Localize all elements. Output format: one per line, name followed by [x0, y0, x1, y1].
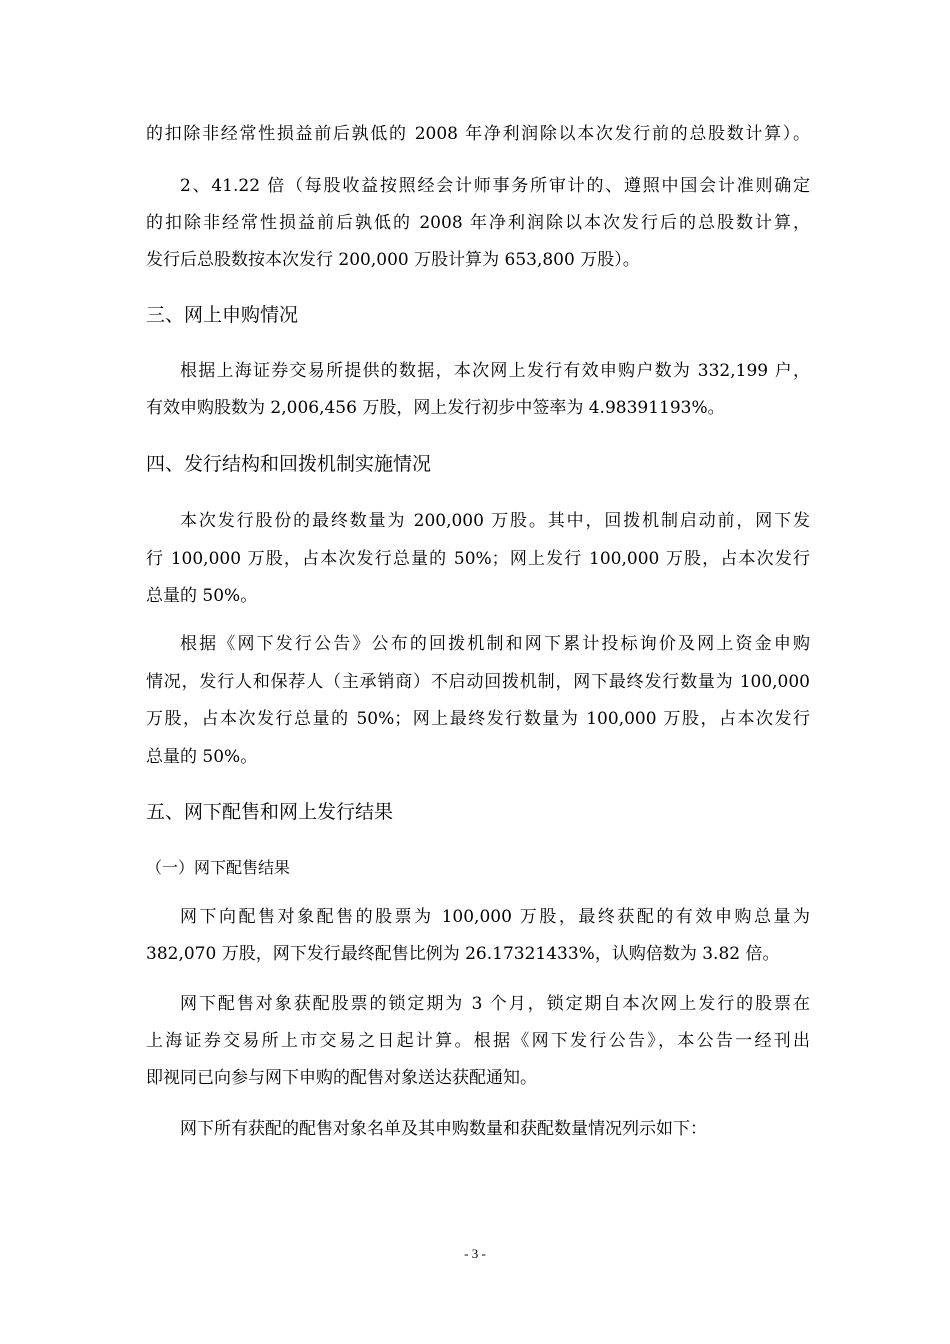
page-number: - 3 -: [464, 1246, 486, 1261]
section4-paragraph-line: 情况，发行人和保荐人（主承销商）不启动回拨机制，网下最终发行数量为 100,000: [146, 672, 810, 692]
section3-paragraph-line: 有效申购股数为 2,006,456 万股，网上发行初步中签率为 4.98391193%。: [146, 398, 725, 418]
section5-paragraph-line: 网下向配售对象配售的股票为 100,000 万股，最终获配的有效申购总量为: [180, 907, 810, 927]
section5-heading: 五、网下配售和网上发行结果: [146, 801, 394, 823]
section5-paragraph-line: 网下所有获配的配售对象名单及其申购数量和获配数量情况列示如下：: [180, 1119, 707, 1139]
pe-ratio-paragraph-line: 2、41.22 倍（每股收益按照经会计师事务所审计的、遵照中国会计准则确定: [180, 176, 810, 196]
section4-paragraph-line: 行 100,000 万股，占本次发行总量的 50%；网上发行 100,000 万股，占本次发行: [146, 549, 810, 569]
section4-paragraph-line: 本次发行股份的最终数量为 200,000 万股。其中，回拨机制启动前，网下发: [180, 511, 810, 531]
section4-paragraph-line: 总量的 50%。: [146, 586, 258, 606]
section3-heading: 三、网上申购情况: [146, 304, 299, 326]
section5-paragraph-line: 382,070 万股，网下发行最终配售比例为 26.17321433%，认购倍数为 3.82 倍。: [146, 944, 780, 964]
section5-paragraph-line: 网下配售对象获配股票的锁定期为 3 个月，锁定期自本次网上发行的股票在: [180, 994, 810, 1014]
section5-subheading: （一）网下配售结果: [146, 858, 291, 877]
section5-paragraph-line: 上海证券交易所上市交易之日起计算。根据《网下发行公告》，本公告一经刊出: [146, 1031, 810, 1051]
section4-heading: 四、发行结构和回拨机制实施情况: [146, 453, 432, 475]
section4-paragraph-line: 根据《网下发行公告》公布的回拨机制和网下累计投标询价及网上资金申购: [180, 634, 810, 654]
section4-paragraph-line: 总量的 50%。: [146, 747, 258, 767]
pe-ratio-paragraph-line: 的扣除非经常性损益前后孰低的 2008 年净利润除以本次发行后的总股数计算，: [146, 213, 810, 233]
intro-paragraph-line: 的扣除非经常性损益前后孰低的 2008 年净利润除以本次发行前的总股数计算）。: [146, 124, 810, 144]
pe-ratio-paragraph-line: 发行后总股数按本次发行 200,000 万股计算为 653,800 万股）。: [146, 250, 640, 270]
section5-paragraph-line: 即视同已向参与网下申购的配售对象送达获配通知。: [146, 1068, 537, 1088]
section4-paragraph-line: 万股，占本次发行总量的 50%；网上最终发行数量为 100,000 万股，占本次发行: [146, 709, 810, 729]
section3-paragraph-line: 根据上海证券交易所提供的数据，本次网上发行有效申购户数为 332,199 户，: [180, 361, 810, 381]
